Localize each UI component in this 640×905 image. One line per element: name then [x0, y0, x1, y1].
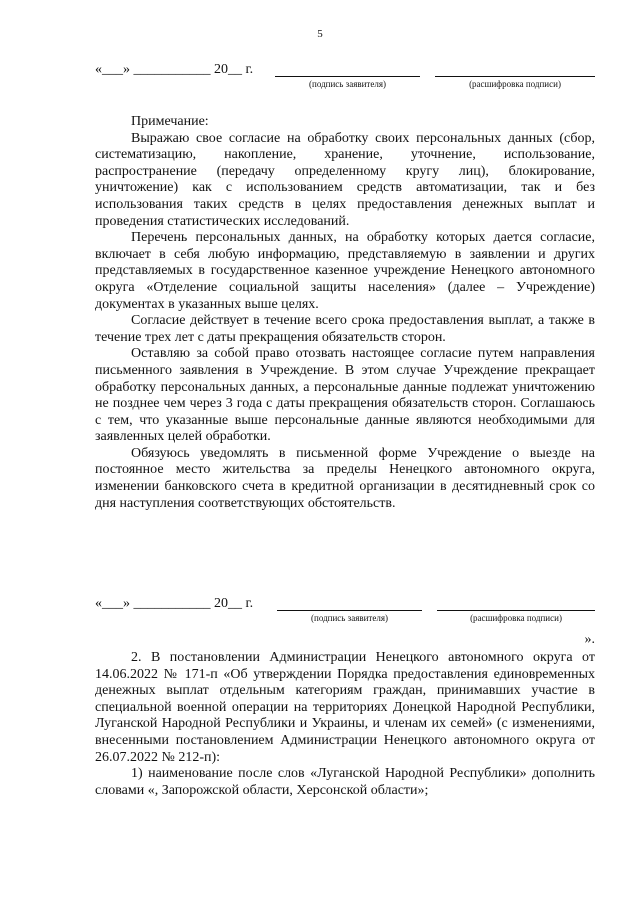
amendment-section	[95, 650, 595, 799]
consent-note	[95, 114, 595, 512]
signature-block-2	[95, 596, 595, 626]
signature-date: «___» ___________ 20__ г.	[95, 62, 254, 77]
applicant-caption: (подпись заявителя)	[311, 613, 388, 623]
applicant-caption: (подпись заявителя)	[309, 79, 386, 89]
note-paragraph: Согласие действует в течение всего срока предоставления выплат, а также в течение трех лет с даты прекращения обязательств сторон.	[95, 313, 595, 345]
decoding-signature-line	[435, 76, 595, 77]
note-paragraph: Выражаю свое согласие на обработку своих персональных данных (сбор, систематизацию, накопление, хранение, уточнение, использование, распространение (передачу определенному кругу лиц), блокирование, уничтожение) как с использованием средств автоматизации, так и без использования таких средств в целях предоставления денежных выплат и проведения статистических исследований.	[95, 130, 595, 229]
amendment-item-2: 2. В постановлении Администрации Ненецкого автономного округа от 14.06.2022 № 171-п «Об утверждении Порядка предоставления единовременных денежных выплат отдельным категориям граждан, принимавших участие в специальной военной операции на территориях Донецкой Народной Республики, Луганской Народной Республики и Украины, и членам их семей» (с изменениями, внесенными постановлением Администрации Ненецкого автономного округа от 26.07.2022 № 212-п):	[95, 650, 595, 765]
decoding-signature-line	[437, 610, 595, 611]
applicant-signature-line	[277, 610, 422, 611]
closing-quote-mark: ».	[584, 632, 595, 647]
signature-block-1	[95, 62, 595, 92]
decoding-caption: (расшифровка подписи)	[469, 79, 561, 89]
amendment-subitem-1: 1) наименование после слов «Луганской Народной Республики» дополнить словами «, Запорожской области, Херсонской области»;	[95, 766, 595, 798]
signature-date: «___» ___________ 20__ г.	[95, 596, 254, 611]
note-paragraph: Обязуюсь уведомлять в письменной форме Учреждение о выезде на постоянное место жительства за пределы Ненецкого автономного округа, изменении банковского счета в кредитной организации в десятидневный срок со дня наступления соответствующих обстоятельств.	[95, 445, 595, 511]
decoding-caption: (расшифровка подписи)	[470, 613, 562, 623]
note-paragraph: Перечень персональных данных, на обработку которых дается согласие, включает в себя любую информацию, представляемую в заявлении и других представляемых в государственное казенное учреждение Ненецкого автономного округа «Отделение социальной защиты населения» (далее – Учреждение) документах в указанных выше целях.	[95, 230, 595, 312]
note-paragraph: Оставляю за собой право отозвать настоящее согласие путем направления письменного заявления в Учреждение. В этом случае Учреждение прекращает обработку персональных данных, а персональные данные подлежат уничтожению не позднее чем через 3 года с даты прекращения обязательств сторон. Соглашаюсь с тем, что указанные выше персональные данные являются необходимыми для заявленных целей обработки.	[95, 346, 595, 445]
applicant-signature-line	[275, 76, 420, 77]
page-number: 5	[317, 28, 323, 40]
note-title: Примечание:	[131, 114, 209, 129]
